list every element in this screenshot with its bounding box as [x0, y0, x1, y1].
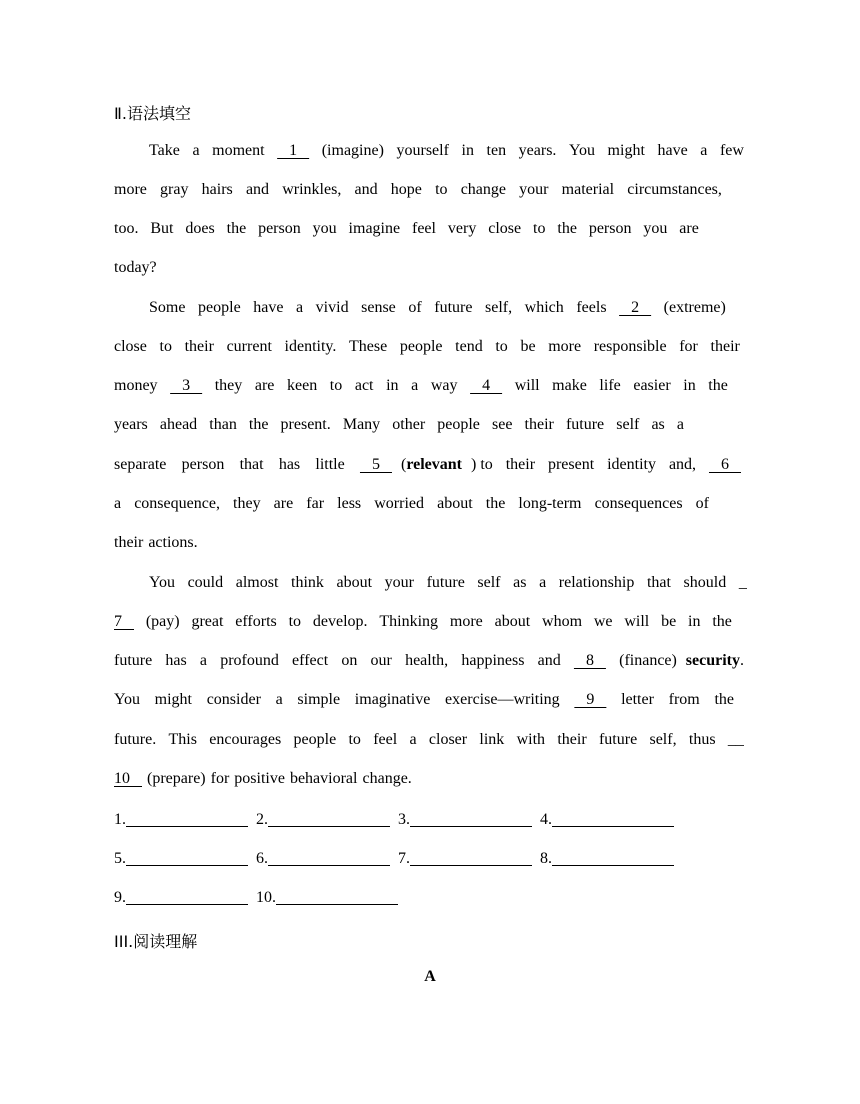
word: sense: [361, 299, 396, 316]
answer-slot: [114, 888, 248, 907]
word: could: [187, 574, 224, 591]
blank-field: 1: [277, 142, 310, 159]
word: are: [273, 495, 294, 512]
word: for: [679, 338, 698, 355]
word: be: [661, 613, 677, 630]
word: that: [239, 456, 264, 473]
answer-number: 6.: [256, 850, 268, 867]
passage-line-2: [114, 180, 722, 200]
answer-number: 7.: [398, 850, 410, 867]
word: a: [114, 495, 122, 512]
word: vivid: [315, 299, 349, 316]
blank-field: 3: [170, 377, 203, 394]
word: easier: [633, 377, 671, 394]
word: on: [341, 652, 358, 669]
word: their: [184, 338, 214, 355]
answer-blank-line[interactable]: [410, 849, 532, 866]
word: are: [254, 377, 275, 394]
word: in: [386, 377, 399, 394]
word: you: [312, 220, 337, 237]
passage-line-7: [114, 376, 728, 396]
word: act: [354, 377, 374, 394]
word: ten: [486, 142, 507, 159]
passage-line-12: [149, 573, 747, 593]
word: person: [181, 456, 225, 473]
answer-number: 3.: [398, 811, 410, 828]
word: current: [226, 338, 272, 355]
word: (imagine): [321, 142, 384, 159]
word: tend: [455, 338, 483, 355]
word: These: [349, 338, 388, 355]
word: more: [114, 181, 147, 198]
word: they: [214, 377, 243, 394]
section-heading-grammar: Ⅱ.语法填空: [114, 104, 191, 123]
answer-slot: [540, 810, 674, 829]
word: letter: [621, 691, 654, 708]
word: great: [191, 613, 224, 630]
word: effect: [292, 652, 329, 669]
word: whom: [542, 613, 583, 630]
word: to: [533, 220, 546, 237]
word: years: [114, 416, 148, 433]
word: the: [248, 416, 269, 433]
blank-field: 9: [574, 691, 607, 708]
answer-blank-line[interactable]: [126, 849, 248, 866]
word: consequences: [594, 495, 683, 512]
blank-field: 5: [359, 456, 392, 473]
answer-slot: [114, 849, 248, 868]
word: they: [233, 495, 261, 512]
word: life: [599, 377, 621, 394]
word: almost: [235, 574, 279, 591]
word: happiness: [461, 652, 525, 669]
line-9-post: [471, 455, 741, 475]
word: This: [168, 731, 197, 748]
word: You: [114, 691, 140, 708]
word: a: [199, 652, 208, 669]
answer-number: 5.: [114, 850, 126, 867]
word: has: [278, 456, 301, 473]
word: exercise—writing: [445, 691, 560, 708]
answer-number: 9.: [114, 889, 126, 906]
word: far: [306, 495, 325, 512]
answer-row-2: [114, 849, 682, 868]
word: hairs: [201, 181, 233, 198]
word: to: [288, 613, 302, 630]
word: to: [495, 338, 508, 355]
word: the: [714, 691, 734, 708]
word: people: [437, 416, 480, 433]
blank-field: 10: [114, 770, 142, 787]
word: consider: [206, 691, 261, 708]
word: self: [616, 416, 640, 433]
passage-line-5: [149, 298, 726, 318]
word: Many: [342, 416, 381, 433]
word: of: [695, 495, 709, 512]
answer-blank-line[interactable]: [268, 849, 390, 866]
word: their: [524, 416, 554, 433]
word: actions.: [148, 534, 198, 551]
word: a: [192, 142, 200, 159]
word: people: [399, 338, 443, 355]
word: the: [557, 220, 577, 237]
word: a: [700, 142, 708, 159]
word: the: [708, 377, 728, 394]
answer-number: 2.: [256, 811, 268, 828]
word: responsible: [593, 338, 667, 355]
word: that: [646, 574, 671, 591]
blank-field: 4: [470, 377, 503, 394]
word: to: [159, 338, 172, 355]
passage-line-16: [114, 730, 744, 750]
word: hope: [390, 181, 422, 198]
word: a: [409, 731, 417, 748]
word: to: [329, 377, 343, 394]
word: Some: [149, 299, 186, 316]
answer-number: 1.: [114, 811, 126, 828]
passage-letter: A: [424, 968, 436, 985]
word: feels: [576, 299, 607, 316]
word: you: [643, 220, 668, 237]
word: yourself: [396, 142, 449, 159]
word: _: [738, 574, 747, 591]
word: a: [676, 416, 684, 433]
line-14-pre: [114, 651, 677, 671]
word: a: [275, 691, 283, 708]
word: people: [198, 299, 241, 316]
word: worried: [374, 495, 425, 512]
word: efforts: [235, 613, 277, 630]
word: should: [683, 574, 727, 591]
word: to: [435, 181, 448, 198]
word: their: [710, 338, 740, 355]
word: closer: [428, 731, 468, 748]
word: Take: [149, 142, 180, 159]
word: future: [426, 574, 465, 591]
answer-number: 4.: [540, 811, 552, 828]
passage-line-11: [114, 533, 744, 553]
word: a: [411, 377, 419, 394]
answer-slot: [256, 810, 390, 829]
blank-field: 8: [573, 652, 606, 669]
word: relationship: [558, 574, 635, 591]
word: does: [185, 220, 215, 237]
word: feel: [412, 220, 436, 237]
word: present.: [280, 416, 331, 433]
answer-blank-line[interactable]: [126, 888, 248, 905]
word: imaginative: [354, 691, 431, 708]
word: about: [336, 574, 373, 591]
word: future: [434, 299, 473, 316]
word: profound: [220, 652, 279, 669]
word: has: [165, 652, 187, 669]
word: (finance): [619, 652, 677, 669]
word: way: [430, 377, 458, 394]
word: future: [565, 416, 605, 433]
word: (pay): [145, 613, 180, 630]
word: be: [520, 338, 536, 355]
word: other: [392, 416, 426, 433]
word: future: [598, 731, 638, 748]
word: thus: [688, 731, 716, 748]
word: we: [593, 613, 613, 630]
word: future: [114, 652, 153, 669]
word: and: [245, 181, 270, 198]
word: of: [408, 299, 422, 316]
answer-row-3: [114, 888, 406, 907]
blank-field: 2: [619, 299, 652, 316]
answer-blank-line[interactable]: [552, 849, 674, 866]
answer-slot: [114, 810, 248, 829]
word: ahead: [159, 416, 198, 433]
word: money: [114, 377, 158, 394]
word: self,: [649, 731, 677, 748]
word: people: [293, 731, 337, 748]
word: gray: [160, 181, 189, 198]
word: will: [624, 613, 650, 630]
answer-blank-line[interactable]: [552, 810, 674, 827]
answer-slot: [398, 849, 532, 868]
answer-slot: [256, 888, 398, 907]
line-9-pre: [114, 455, 392, 475]
word: and,: [668, 456, 697, 473]
word: encourages: [209, 731, 282, 748]
word: consequence,: [134, 495, 220, 512]
word: a: [296, 299, 304, 316]
word: their: [114, 534, 144, 551]
passage-line-8: [114, 415, 684, 435]
word: think: [291, 574, 324, 591]
word: for: [210, 770, 230, 787]
word: than: [209, 416, 237, 433]
word: the: [485, 495, 506, 512]
passage-line-1: [149, 141, 744, 161]
answer-slot: [256, 849, 390, 868]
word: in: [683, 377, 696, 394]
word: and: [537, 652, 561, 669]
word: __: [727, 731, 744, 748]
word: might: [607, 142, 645, 159]
word: person: [588, 220, 632, 237]
word: a: [539, 574, 547, 591]
answer-number: 10.: [256, 889, 276, 906]
bold-word-security: security: [685, 652, 740, 669]
passage-line-9: [114, 455, 741, 475]
word: simple: [297, 691, 341, 708]
word: You: [569, 142, 595, 159]
passage-line-3: [114, 219, 699, 239]
word: our: [370, 652, 392, 669]
word: change.: [362, 770, 412, 787]
bold-word-relevant: relevant: [406, 456, 462, 473]
word: to: [348, 731, 361, 748]
word: their: [505, 456, 536, 473]
passage-line-10: [114, 494, 709, 514]
word: feel: [373, 731, 398, 748]
passage-line-14: [114, 651, 744, 671]
blank-field: 7: [114, 613, 134, 630]
passage-line-4: [114, 258, 744, 278]
word: your: [519, 181, 549, 198]
word: long-term: [518, 495, 582, 512]
word: from: [668, 691, 700, 708]
word: in: [688, 613, 701, 630]
word: today?: [114, 259, 157, 276]
word: more: [548, 338, 582, 355]
word: your: [384, 574, 414, 591]
word: will: [514, 377, 540, 394]
word: which: [524, 299, 564, 316]
word: wrinkles,: [282, 181, 342, 198]
line-9-mid: (relevant: [400, 456, 462, 473]
word: circumstances,: [627, 181, 722, 198]
word: health,: [405, 652, 449, 669]
word: and: [354, 181, 378, 198]
word: But: [150, 220, 174, 237]
word: in: [461, 142, 474, 159]
word: identity.: [284, 338, 337, 355]
passage-line-15: [114, 690, 734, 710]
word: keen: [287, 377, 318, 394]
word: as: [513, 574, 527, 591]
word: (prepare): [147, 770, 206, 787]
word: very: [447, 220, 477, 237]
word: the: [712, 613, 732, 630]
answer-row-1: [114, 810, 682, 829]
word: close: [114, 338, 147, 355]
word: more: [449, 613, 483, 630]
word: too.: [114, 220, 139, 237]
answer-slot: [398, 810, 532, 829]
word: the: [226, 220, 247, 237]
word: about: [494, 613, 531, 630]
word: develop.: [312, 613, 368, 630]
word: positive: [234, 770, 285, 787]
word: about: [437, 495, 473, 512]
word: their: [557, 731, 587, 748]
word: separate: [114, 456, 167, 473]
word: have: [253, 299, 284, 316]
word: see: [491, 416, 513, 433]
word: change: [460, 181, 506, 198]
word: self,: [485, 299, 513, 316]
word: close: [488, 220, 522, 237]
answer-blank-line[interactable]: [410, 810, 532, 827]
word: make: [552, 377, 587, 394]
word: future.: [114, 731, 157, 748]
answer-number: 8.: [540, 850, 552, 867]
word: self: [477, 574, 501, 591]
word: link: [479, 731, 505, 748]
word: Thinking: [379, 613, 439, 630]
word: person: [258, 220, 301, 237]
word: years.: [518, 142, 557, 159]
word: material: [561, 181, 615, 198]
word: (extreme): [663, 299, 726, 316]
answer-blank-line[interactable]: [276, 888, 398, 905]
word: few: [719, 142, 744, 159]
answer-blank-line[interactable]: [126, 810, 248, 827]
word: moment: [212, 142, 265, 159]
blank-field: 6: [708, 456, 741, 473]
word: as: [651, 416, 665, 433]
word: are: [679, 220, 699, 237]
word: present: [547, 456, 595, 473]
word: identity: [607, 456, 656, 473]
answer-blank-line[interactable]: [268, 810, 390, 827]
passage-line-17: [114, 769, 744, 789]
word: ) to: [470, 456, 493, 473]
passage-line-13: [114, 612, 732, 632]
word: imagine: [348, 220, 401, 237]
line-14-end: security.: [685, 652, 744, 669]
word: behavioral: [289, 770, 358, 787]
section-heading-reading: III.阅读理解: [114, 932, 198, 951]
word: little: [315, 456, 345, 473]
word: have: [657, 142, 688, 159]
word: with: [516, 731, 546, 748]
passage-line-6: [114, 337, 740, 357]
word: might: [154, 691, 192, 708]
answer-slot: [540, 849, 674, 868]
word: You: [149, 574, 175, 591]
word: less: [337, 495, 362, 512]
